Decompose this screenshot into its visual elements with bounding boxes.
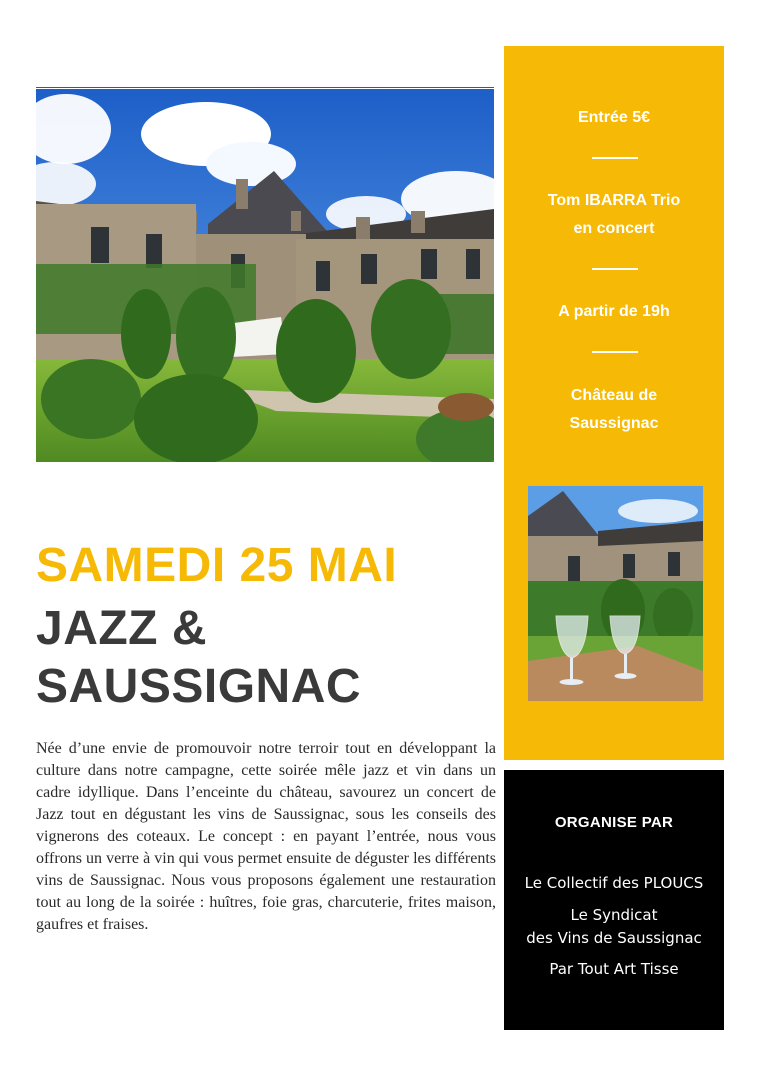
event-title [36, 600, 496, 716]
band-subtitle: en concert [573, 220, 655, 237]
wine-glasses-photo [528, 486, 703, 701]
organizer-1: Le Collectif des PLOUCS [524, 874, 704, 892]
sidebar-divider [592, 268, 638, 270]
organizers-box [504, 770, 724, 1030]
organizer-2-line-2: des Vins de Saussignac [526, 929, 702, 947]
event-title-line-2: SAUSSIGNAC [36, 660, 362, 713]
organizer-3: Par Tout Art Tisse [549, 960, 679, 978]
event-title-line-1: JAZZ & [36, 602, 207, 655]
hero-top-rule [36, 87, 494, 88]
entry-price: Entrée 5€ [577, 109, 651, 126]
event-info-sidebar [504, 46, 724, 760]
sidebar-divider [592, 351, 638, 353]
event-date: SAMEDI 25 MAI [36, 539, 398, 592]
organizers-title: ORGANISE PAR [554, 814, 674, 831]
organizer-2-line-1: Le Syndicat [570, 906, 658, 924]
start-time: A partir de 19h [558, 303, 670, 320]
venue-line-1: Château de [570, 387, 658, 404]
hero-chateau-photo [36, 89, 494, 462]
band-name: Tom IBARRA Trio [547, 192, 681, 209]
sidebar-divider [592, 157, 638, 159]
event-description: Née d’une envie de promouvoir notre terroir tout en développant la culture dans notre campagne, cette soirée mêle jazz et vin dans un cadre idyllique. Dans l’enceinte du château, savourez un concert de Jazz tout en dégustant les vins de Saussignac, sous les conseils des vignerons des coteaux. Le concept : en payant l’entrée, nous vous offrons un verre à vin qui vous permet ensuite de déguster les différents vins de Saussignac. Nous vous proposons également une restauration tout au long de la soirée : huîtres, foie gras, charcuterie, frites maison, gaufres et fraises. [36, 740, 496, 933]
venue-line-2: Saussignac [569, 415, 659, 432]
